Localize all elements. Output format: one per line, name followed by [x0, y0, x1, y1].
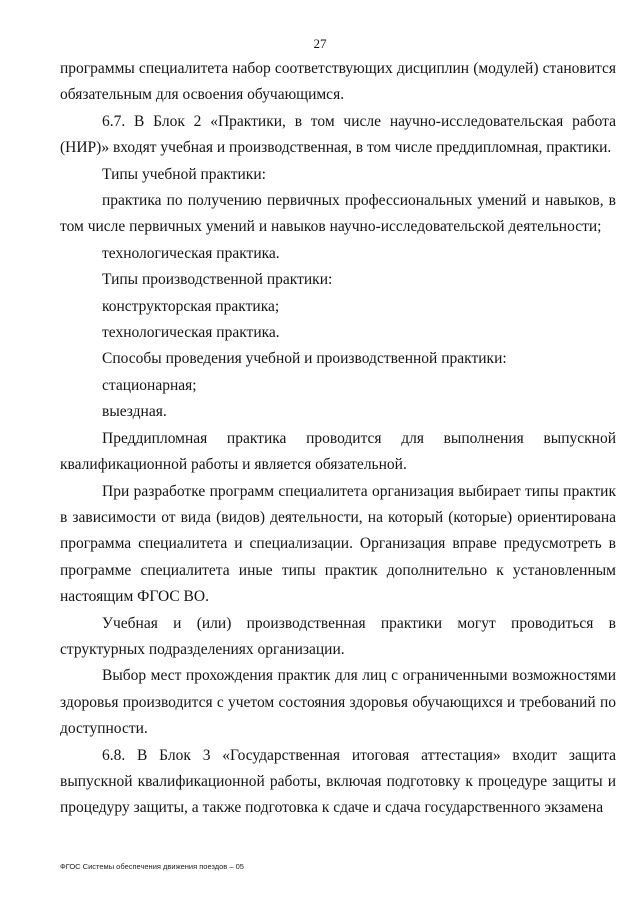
paragraph: программы специалитета набор соответствующих дисциплин (модулей) становится обязательным для освоения обучающимся.: [60, 60, 616, 104]
list-heading: Способы проведения учебной и производственной практики:: [102, 350, 507, 368]
list-heading: Типы учебной практики:: [102, 165, 266, 183]
list-item: конструкторская практика;: [102, 297, 280, 315]
list-item: практика по получению первичных профессиональных умений и навыков, в том числе первичных умений и навыков научно-исследовательской деятельности;: [60, 192, 616, 236]
paragraph: При разработке программ специалитета организация выбирает типы практик в зависимости от вида (видов) деятельности, на который (которые) ориентирована программа специалитета и специализации. Организация вправе предусмотреть в программе специалитета иные типы практик дополнительно к установленным настоящим ФГОС ВО.: [60, 482, 616, 606]
document-body: [60, 56, 616, 822]
list-item: технологическая практика.: [102, 324, 280, 342]
paragraph: Учебная и (или) производственная практики могут проводиться в структурных подразделениях организации.: [60, 614, 616, 658]
list-heading: Типы производственной практики:: [102, 271, 333, 289]
paragraph-6-7: 6.7. В Блок 2 «Практики, в том числе научно-исследовательская работа (НИР)» входят учебная и производственная, в том числе преддипломная, практики.: [60, 112, 616, 157]
page-number: 27: [313, 36, 327, 51]
list-item: стационарная;: [102, 376, 197, 394]
page-footer: ФГОС Системы обеспечения движения поездов – 05: [60, 862, 244, 871]
paragraph-6-8: 6.8. В Блок 3 «Государственная итоговая аттестация» входит защита выпускной квалификационной работы, включая подготовку к процедуре защиты и процедуру защиты, а также подготовка к сдаче и сдача государственного экзамена: [60, 746, 616, 817]
paragraph: Преддипломная практика проводится для выполнения выпускной квалификационной работы и является обязательной.: [60, 429, 616, 474]
paragraph: Выбор мест прохождения практик для лиц с ограниченными возможностями здоровья производится с учетом состояния здоровья обучающихся и требований по доступности.: [60, 667, 616, 738]
list-item: технологическая практика.: [102, 244, 280, 262]
list-item: выездная.: [102, 403, 167, 421]
